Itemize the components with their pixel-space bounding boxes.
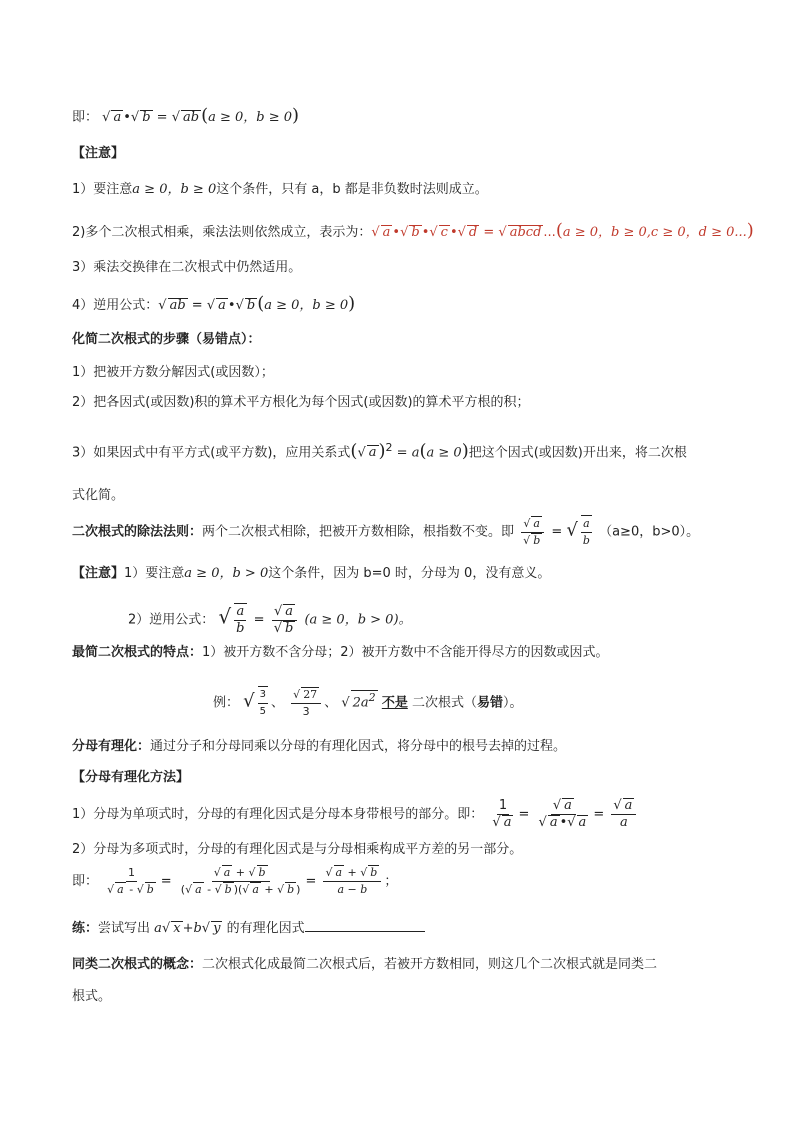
step-3: 3）如果因式中有平方式(或平方数)，应用关系式(√ a )$^2$ = a(a ≥ 0)把这个因式(或因数)开出来，将二次根 (72, 440, 687, 462)
note-heading-2: 【注意】1）要注意a ≥ 0，b > 0这个条件，因为 b=0 时，分母为 0，没有意义。 (72, 566, 551, 581)
note-3: 3）乘法交换律在二次根式中仍然适用。 (72, 260, 302, 275)
note-2: 2)多个二次根式相乘，乘法法则依然成立，表示为：√ a •√ b •√ c •√ d = √ abcd ...(a ≥ 0，b ≥ 0,c ≥ 0，d ≥ 0...) (72, 220, 754, 241)
rationalization-method-heading: 【分母有理化方法】 (72, 770, 190, 785)
like-radicals-definition: 同类二次根式的概念：二次根式化成最简二次根式后，若被开方数相同，则这几个二次根式就是同类二 (72, 957, 658, 972)
step-3-continued: 式化简。 (72, 488, 125, 503)
practice-line: 练：尝试写出 a√ x +b√ y 的有理化因式 (72, 917, 425, 939)
rationalization-definition: 分母有理化：通过分子和分母同乘以分母的有理化因式，将分母中的根号去掉的过程。 (72, 739, 567, 754)
note-1: 1）要注意a ≥ 0，b ≥ 0这个条件，只有 a，b 都是非负数时法则成立。 (72, 182, 488, 197)
simplest-radical-features: 最简二次根式的特点：1）被开方数不含分母；2）被开方数中不含能开得尽方的因数或因式。 (72, 645, 609, 660)
rationalization-method-2: 2）分母为多项式时，分母的有理化因式是与分母相乘构成平方差的另一部分。 (72, 842, 523, 857)
note-4: 4）逆用公式：√ ab = √ a •√ b (a ≥ 0，b ≥ 0) (72, 293, 356, 314)
example-line: 例： √ $\frac{3}{5}$ 、 $\frac{√ 27}{3}$ 、 √ $2a^2$ 不是 二次根式（易错）。 (213, 686, 523, 720)
answer-blank[interactable] (305, 917, 425, 932)
step-2: 2）把各因式(或因数)积的算术平方根化为每个因式(或因数)的算术平方根的积； (72, 395, 530, 410)
rationalization-method-1: 1）分母为单项式时，分母的有理化因式是分母本身带根号的部分。即： $\frac{1}{√ a}$ = $\frac{√ a}{√ a •√ a}$ = $\frac{√ a}{a}$ (72, 798, 639, 831)
division-rule: 二次根式的除法法则：两个二次根式相除，把被开方数相除，根指数不变。即 $\frac{√ a}{√ b}$ = √ $\frac{a}{b}$ （a≥0，b>0）。 (72, 516, 700, 547)
inverse-division-formula: 2）逆用公式： √ $\frac{a}{b}$ = $\frac{√ a}{√ b}$ (a ≥ 0，b > 0)。 (128, 603, 412, 636)
multiplication-rule-line: 即： √ a •√ b = √ ab (a ≥ 0，b ≥ 0) (72, 105, 300, 126)
like-radicals-continued: 根式。 (72, 989, 112, 1004)
steps-heading: 化简二次根式的步骤（易错点）： (72, 332, 261, 347)
rationalization-example: 即： $\frac{1}{√ a - √ b}$ = $\frac{√ a + √ b}{(√ a - √ b )(√ a + √ b )}$ = $\frac{√ a + √ b}{a - b}$ ； (72, 866, 398, 896)
note-heading-1: 【注意】 (72, 146, 125, 161)
step-1: 1）把被开方数分解因式(或因数）； (72, 365, 274, 380)
